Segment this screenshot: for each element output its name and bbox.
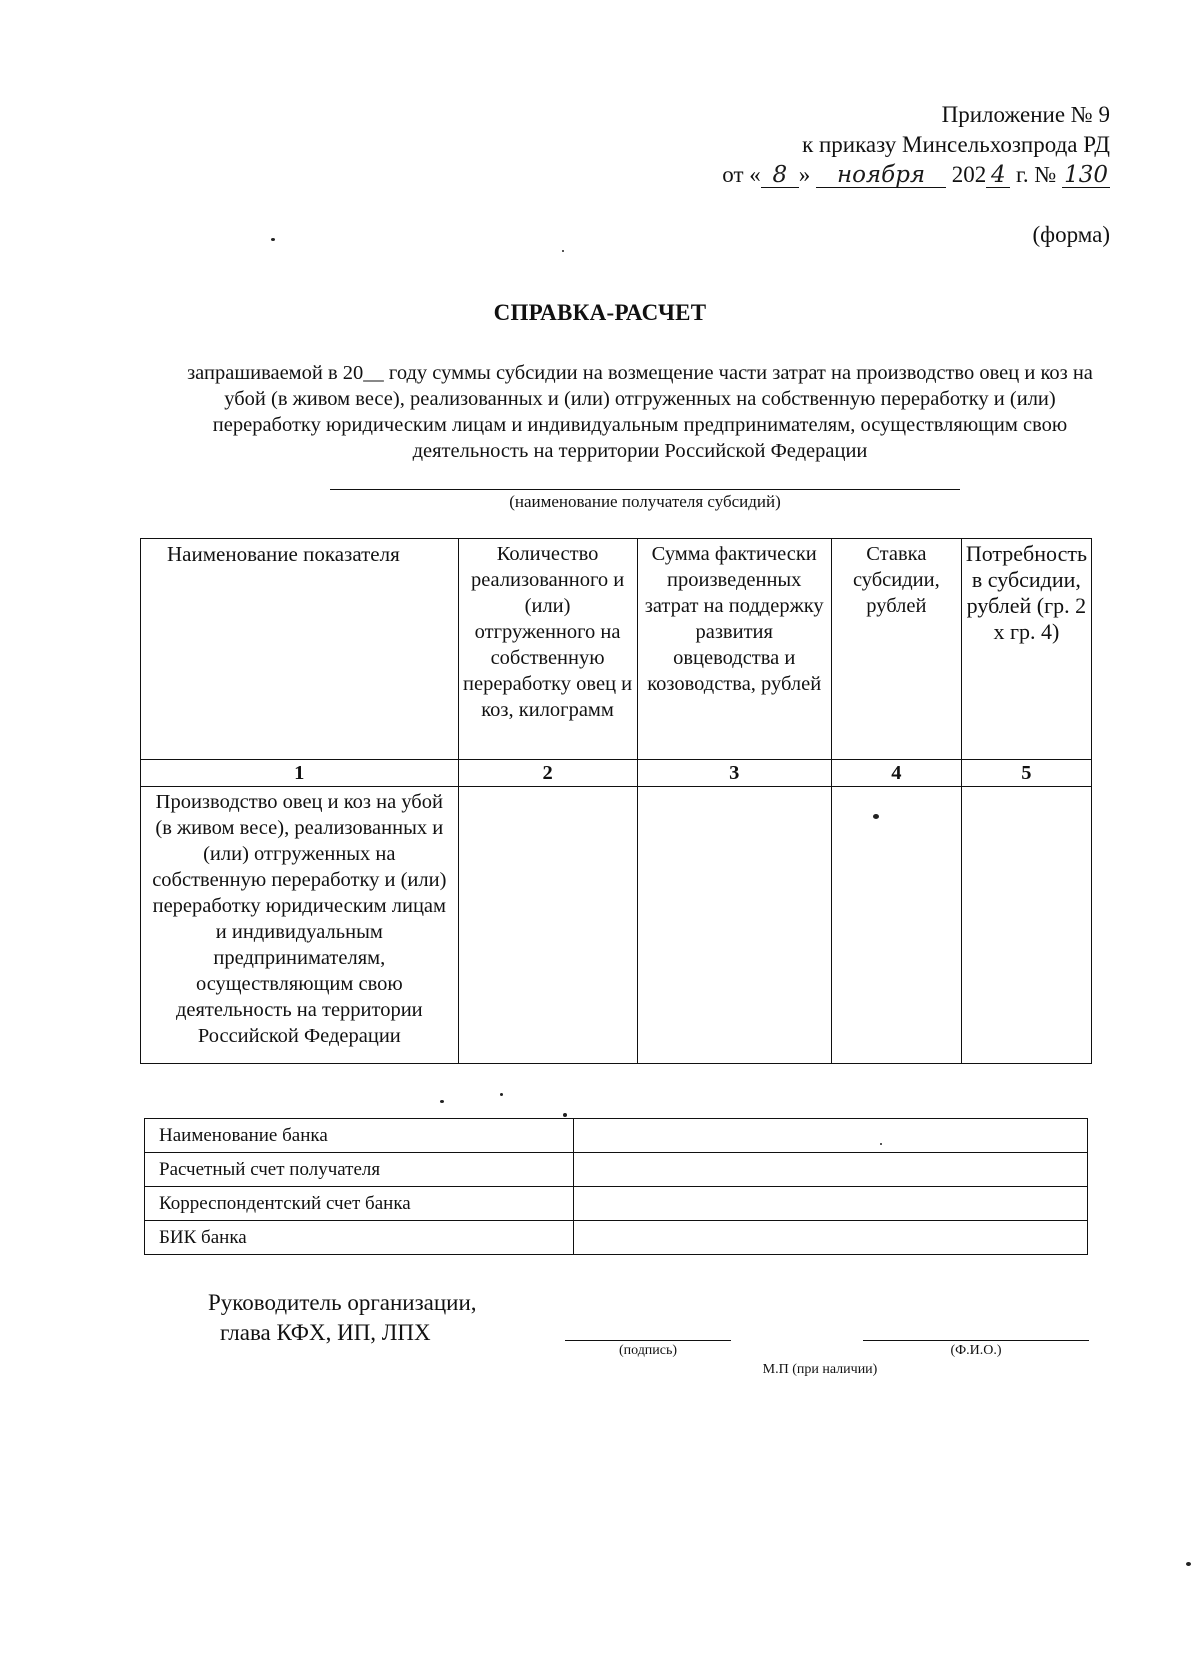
table-row	[145, 1187, 1088, 1221]
recipient-name-field[interactable]	[330, 489, 960, 490]
recipient-caption: (наименование получателя субсидий)	[509, 492, 781, 511]
quantity-cell[interactable]	[458, 787, 637, 1064]
scan-speck	[562, 250, 564, 252]
header-quantity: Количество реализованного и (или) отгруженного на собственную переработку овец и коз, килограмм	[458, 539, 637, 760]
order-year-handwritten: 4	[986, 163, 1010, 188]
bik-value[interactable]	[574, 1221, 1088, 1255]
scan-speck	[500, 1093, 503, 1096]
signatory-title	[208, 1288, 477, 1348]
form-label: (форма)	[1032, 222, 1110, 247]
subsidy-rate-cell[interactable]	[831, 787, 961, 1064]
column-number: 5	[961, 760, 1091, 787]
bik-label: БИК банка	[145, 1221, 574, 1255]
column-number-row	[141, 760, 1092, 787]
column-number: 4	[831, 760, 961, 787]
signature-caption: (подпись)	[618, 1343, 678, 1358]
scan-speck	[440, 1100, 444, 1103]
actual-costs-cell[interactable]	[637, 787, 831, 1064]
indicator-cell: Производство овец и коз на убой (в живом весе), реализованных и (или) отгруженных на собственную переработку и (или) переработку юридическим лицам и индивидуальным предпринимателям, осуществляющим свою деятельность на территории Российской Федерации	[141, 787, 459, 1064]
correspondent-account-value[interactable]	[574, 1187, 1088, 1221]
table-row	[145, 1119, 1088, 1153]
document-title: СПРАВКА-РАСЧЕТ	[493, 300, 707, 325]
table-row	[145, 1221, 1088, 1255]
signatory-line1: Руководитель организации,	[208, 1290, 477, 1315]
header-subsidy-need: Потребность в субсидии, рублей (гр. 2 х гр. 4)	[961, 539, 1091, 760]
order-number-handwritten: 130	[1064, 162, 1108, 188]
order-reference: к приказу Минсельхозпрода РД	[802, 132, 1110, 157]
header-indicator: Наименование показателя	[141, 539, 459, 760]
scan-speck	[1186, 1562, 1191, 1566]
column-number: 3	[637, 760, 831, 787]
appendix-number: Приложение № 9	[941, 102, 1110, 127]
settlement-account-label: Расчетный счет получателя	[145, 1153, 574, 1187]
scan-speck	[873, 814, 879, 819]
stamp-caption: М.П (при наличии)	[762, 1362, 878, 1377]
bank-details-table	[144, 1118, 1088, 1255]
order-number-prefix: г. №	[1010, 162, 1057, 187]
column-number: 2	[458, 760, 637, 787]
document-subtitle: запрашиваемой в 20__ году суммы субсидии на возмещение части затрат на производство овец и коз на убой (в живом весе), реализованных и (или) отгруженных на собственную переработку и (или) переработку юридическим лицам и индивидуальным предпринимателям, осуществляющим свою деятельность на территории Российской Федерации	[187, 362, 1093, 462]
column-number: 1	[141, 760, 459, 787]
full-name-caption: (Ф.И.О.)	[950, 1343, 1002, 1358]
order-day-handwritten: 8	[761, 163, 799, 188]
correspondent-account-label: Корреспондентский счет банка	[145, 1187, 574, 1221]
header-subsidy-rate: Ставка субсидии, рублей	[831, 539, 961, 760]
order-date-line	[722, 160, 1110, 190]
full-name-field[interactable]	[863, 1340, 1089, 1341]
bank-name-value[interactable]	[574, 1119, 1088, 1153]
order-quote-close: »	[798, 162, 811, 187]
subsidy-need-cell[interactable]	[961, 787, 1091, 1064]
signature-field[interactable]	[565, 1340, 731, 1341]
table-row	[145, 1153, 1088, 1187]
table-row	[141, 787, 1092, 1064]
order-date-prefix: от «	[722, 162, 761, 187]
order-year-prefix: 202	[951, 162, 987, 187]
settlement-account-value[interactable]	[574, 1153, 1088, 1187]
calculation-table	[140, 538, 1092, 1064]
scan-speck	[563, 1113, 567, 1117]
order-month-handwritten: ноября	[816, 163, 946, 188]
signatory-line2: глава КФХ, ИП, ЛПХ	[220, 1320, 431, 1345]
header-actual-costs: Сумма фактически произведенных затрат на поддержку развития овцеводства и козоводства, рублей	[637, 539, 831, 760]
scan-speck	[880, 1143, 882, 1145]
table-header-row	[141, 539, 1092, 760]
scan-speck	[271, 238, 275, 241]
bank-name-label: Наименование банка	[145, 1119, 574, 1153]
